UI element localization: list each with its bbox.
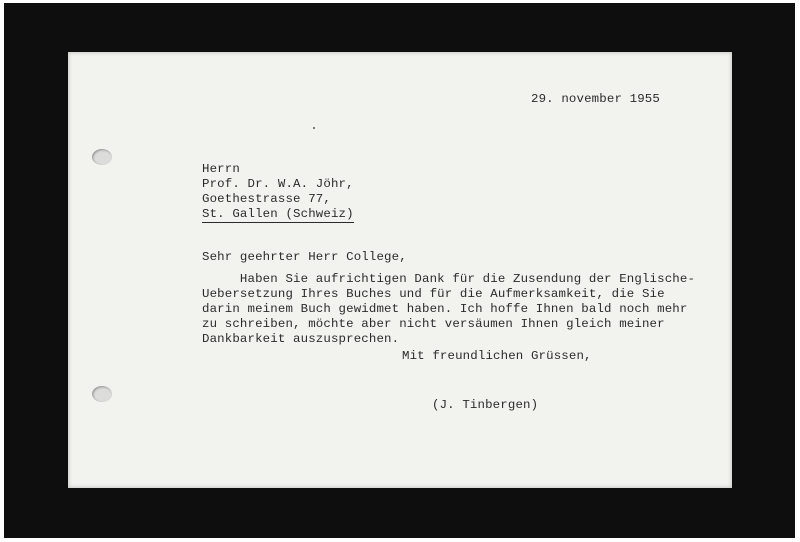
- body-line-4: zu schreiben, möchte aber nicht versäumen Ihnen gleich meiner: [202, 317, 665, 331]
- signature-name: (J. Tinbergen): [432, 398, 539, 412]
- body-line-3: darin meinem Buch gewidmet haben. Ich hoffe Ihnen bald noch mehr: [202, 302, 688, 316]
- closing: Mit freundlichen Grüssen,: [402, 349, 592, 363]
- paper-speck: [313, 127, 315, 129]
- body-line-5: Dankbarkeit auszusprechen.: [202, 332, 400, 346]
- body-line-1: Haben Sie aufrichtigen Dank für die Zusendung der Englische-: [202, 272, 696, 286]
- address-line-2: Prof. Dr. W.A. Jöhr,: [202, 177, 354, 191]
- body-line-2: Uebersetzung Ihres Buches und für die Aufmerksamkeit, die Sie: [202, 287, 665, 301]
- letter-page: [68, 52, 732, 488]
- salutation: Sehr geehrter Herr College,: [202, 250, 407, 264]
- letter-date: 29. november 1955: [531, 92, 660, 106]
- punch-hole-lower: [92, 386, 112, 402]
- address-line-4: St. Gallen (Schweiz): [202, 207, 354, 221]
- punch-hole-upper: [92, 149, 112, 165]
- address-underline: [202, 222, 354, 223]
- address-line-1: Herrn: [202, 162, 240, 176]
- address-line-3: Goethestrasse 77,: [202, 192, 331, 206]
